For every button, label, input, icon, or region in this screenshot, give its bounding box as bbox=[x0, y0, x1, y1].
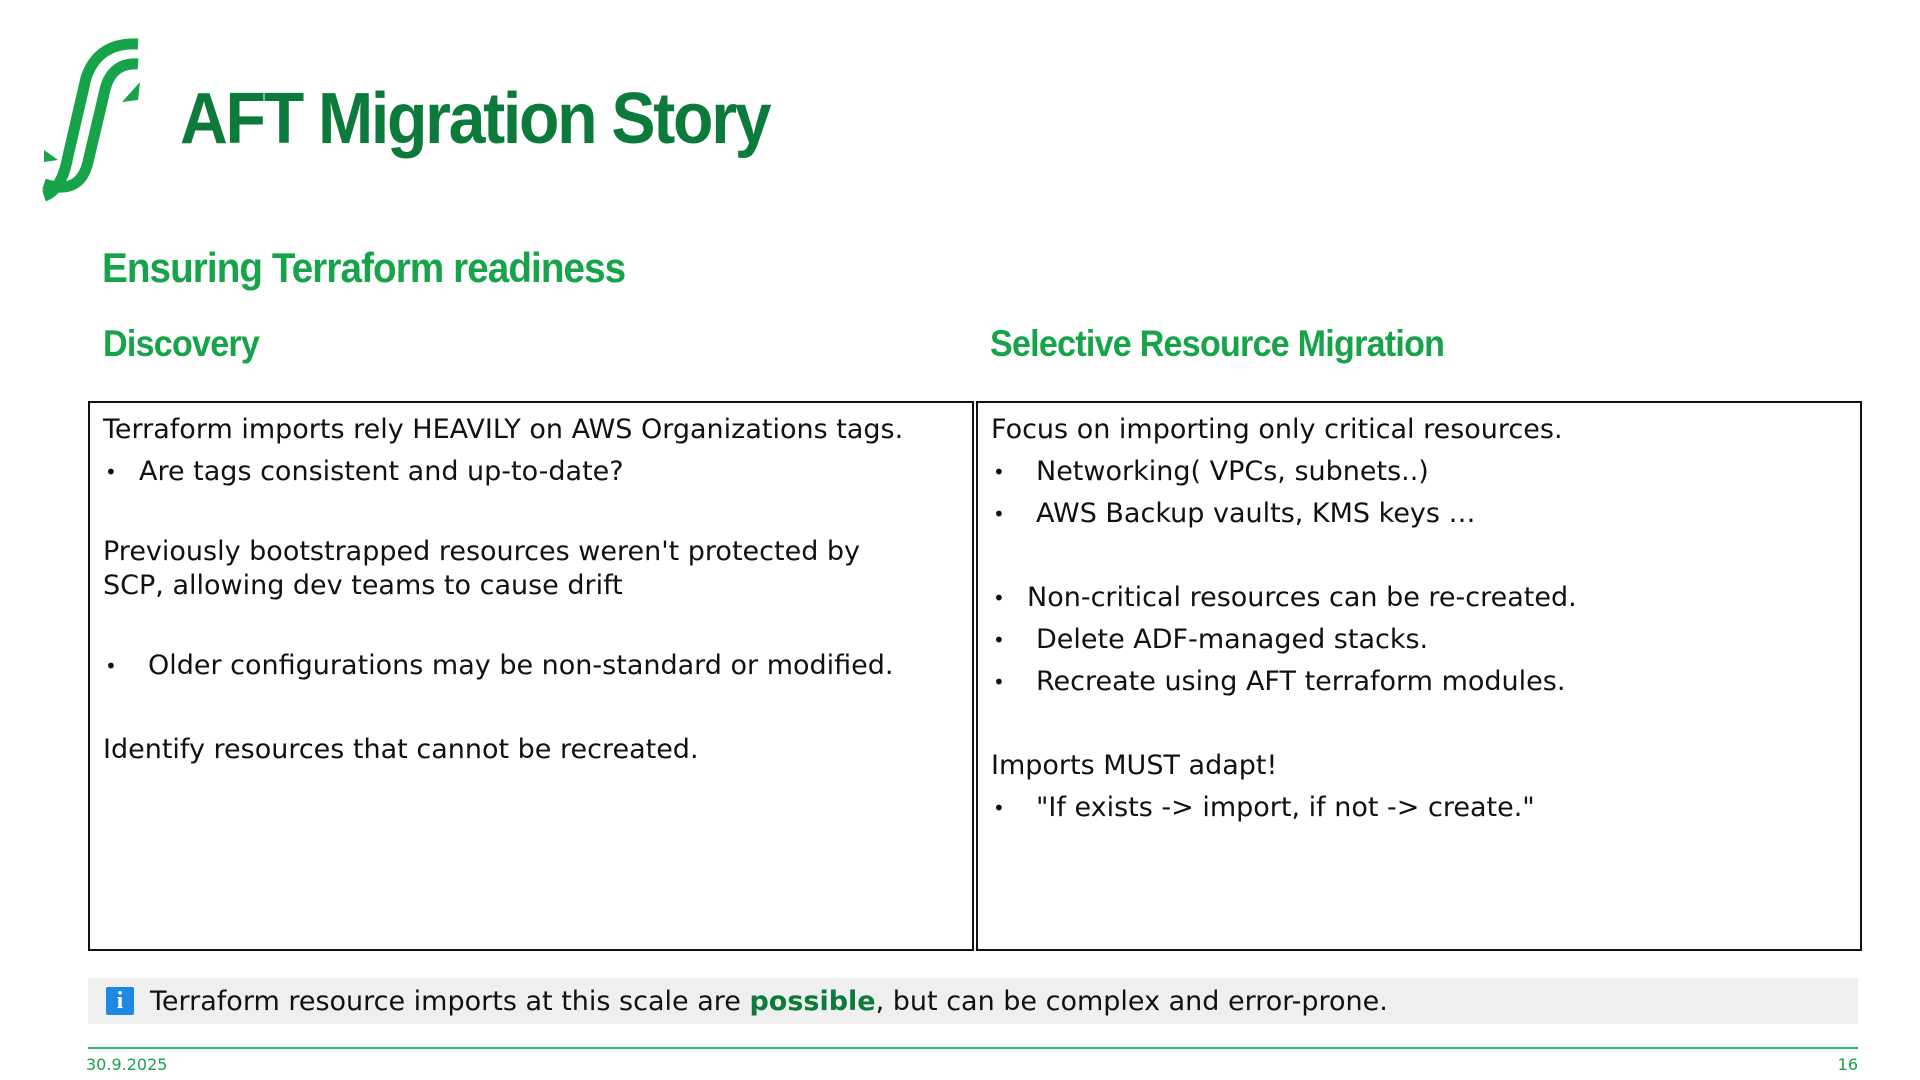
bullet-dot: • bbox=[993, 796, 1005, 820]
info-text bbox=[150, 986, 1388, 1017]
info-text-before: Terraform resource imports at this scale are bbox=[150, 985, 750, 1017]
info-banner bbox=[88, 978, 1858, 1024]
list-item bbox=[991, 619, 1848, 661]
discovery-paragraph-line: Previously bootstrapped resources weren't protected by bbox=[103, 536, 861, 567]
selective-migration-heading: Selective Resource Migration bbox=[990, 323, 1445, 364]
list-item-text: Non-critical resources can be re-created. bbox=[1027, 582, 1577, 613]
bullet-dot: • bbox=[105, 460, 117, 484]
list-item-text: AWS Backup vaults, KMS keys … bbox=[1036, 498, 1476, 529]
info-text-after: , but can be complex and error-prone. bbox=[875, 985, 1388, 1017]
bullet-dot: • bbox=[993, 460, 1005, 484]
list-item bbox=[991, 661, 1848, 703]
section-subtitle: Ensuring Terraform readiness bbox=[102, 244, 626, 291]
discovery-box bbox=[88, 401, 974, 951]
discovery-intro: Terraform imports rely HEAVILY on AWS Organizations tags. bbox=[103, 414, 904, 445]
list-item bbox=[103, 645, 960, 687]
migration-intro: Focus on importing only critical resources. bbox=[991, 414, 1563, 445]
discovery-paragraph-line: SCP, allowing dev teams to cause drift bbox=[103, 570, 623, 601]
bullet-dot: • bbox=[105, 654, 117, 678]
list-item-text: Are tags consistent and up-to-date? bbox=[139, 456, 624, 487]
list-item bbox=[991, 577, 1848, 619]
list-item-text: Older configurations may be non-standard or modified. bbox=[148, 650, 894, 681]
discovery-heading: Discovery bbox=[103, 323, 260, 364]
list-item bbox=[991, 787, 1848, 829]
info-icon: i bbox=[106, 987, 134, 1015]
footer-divider bbox=[88, 1047, 1858, 1049]
list-item bbox=[991, 493, 1848, 535]
page-number: 16 bbox=[1837, 1055, 1858, 1074]
bullet-dot: • bbox=[993, 628, 1005, 652]
list-item-text: Networking( VPCs, subnets..) bbox=[1036, 456, 1429, 487]
discovery-closing: Identify resources that cannot be recreated. bbox=[103, 734, 699, 765]
list-item bbox=[103, 451, 960, 493]
list-item bbox=[991, 451, 1848, 493]
imports-adapt-line: Imports MUST adapt! bbox=[991, 750, 1278, 781]
bullet-dot: • bbox=[993, 586, 1005, 610]
selective-migration-box bbox=[976, 401, 1862, 951]
page-title: AFT Migration Story bbox=[180, 79, 770, 159]
info-highlight: possible bbox=[749, 985, 876, 1017]
list-item-text: Recreate using AFT terraform modules. bbox=[1036, 666, 1566, 697]
list-item-text: "If exists -> import, if not -> create." bbox=[1036, 792, 1535, 823]
footer-date: 30.9.2025 bbox=[86, 1055, 168, 1074]
brand-s-logo-icon bbox=[38, 38, 144, 204]
bullet-dot: • bbox=[993, 670, 1005, 694]
bullet-dot: • bbox=[993, 502, 1005, 526]
list-item-text: Delete ADF-managed stacks. bbox=[1036, 624, 1429, 655]
